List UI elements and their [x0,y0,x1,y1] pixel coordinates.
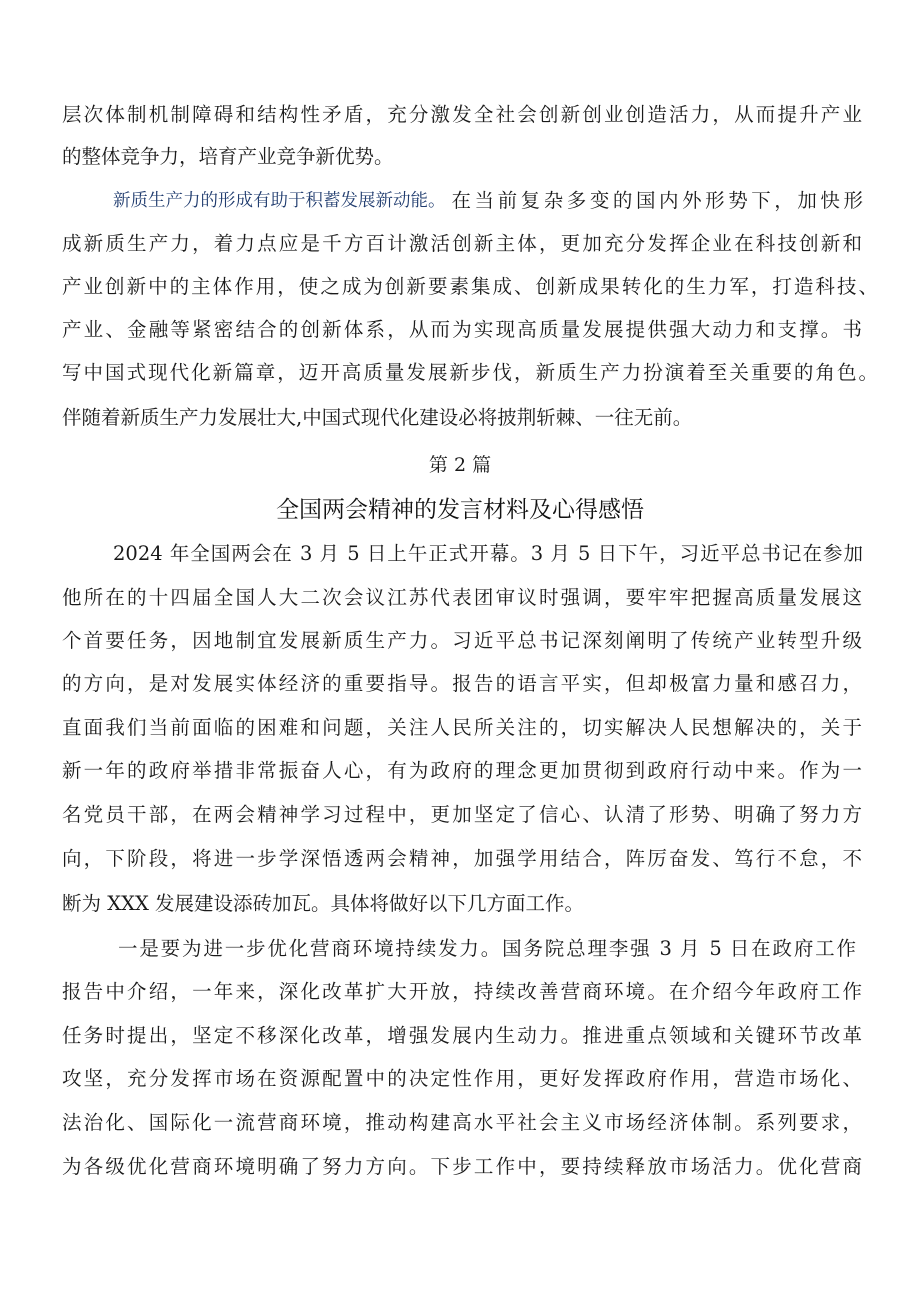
text: 为各级优化营商环境明确了努力方向。下步工作中，要持续释放市场活力。优化营商 [62,1155,862,1178]
section-title: 全国两会精神的发言材料及心得感悟 [276,497,644,523]
paragraph-line [62,1059,862,1099]
text: 成新质生产力，着力点应是千方百计激活创新主体，更加充分发挥企业在科技创新和 [62,232,862,255]
paragraph-line [62,795,862,835]
paragraph-line [62,972,862,1012]
paragraph-line [62,839,862,879]
paragraph-line [62,664,862,704]
paragraph-line [62,751,862,791]
paragraph-line [62,1103,862,1143]
paragraph-line [62,578,862,618]
text: 产业创新中的主体作用，使之成为创新要素集成、创新成果转化的生力军，打造科技、 [62,275,878,298]
text: 攻坚，充分发挥市场在资源配置中的决定性作用，更好发挥政府作用，营造市场化、 [62,1067,862,1090]
paragraph-line [118,929,856,969]
text [113,181,863,221]
text: 的方向，是对发展实体经济的重要指导。报告的语言平实，但却极富力量和感召力， [62,672,862,695]
paragraph-lead-sentence: 新质生产力的形成有助于积蓄发展新动能。 [113,191,446,211]
text: 任务时提出，坚定不移深化改革，增强发展内生动力。推进重点领域和关键环节改革 [62,1024,862,1047]
text: 2024 年全国两会在 3 月 5 日上午正式开幕。3 月 5 日下午，习近平总书记在参加 [113,542,863,565]
text: 法治化、国际化一流营商环境，推动构建高水平社会主义市场经济体制。系列要求， [62,1111,862,1134]
text: 个首要任务，因地制宜发展新质生产力。习近平总书记深刻阐明了传统产业转型升级 [62,629,862,652]
section-number: 第 2 篇 [428,454,492,476]
text: 产业、金融等紧密结合的创新体系，从而为实现高质量发展提供强大动力和支撑。书 [62,318,862,341]
text: 层次体制机制障碍和结构性矛盾，充分激发全社会创新创业创造活力，从而提升产业 [62,103,862,126]
text: 名党员干部，在两会精神学习过程中，更加坚定了信心、认清了形势、明确了努力方 [62,803,862,826]
text: 的整体竞争力，培育产业竞争新优势。 [62,145,394,168]
paragraph-line [62,310,862,350]
text: 伴随着新质生产力发展壮大,中国式现代化建设必将披荆斩棘、一往无前。 [62,406,693,429]
text: 写中国式现代化新篇章，迈开高质量发展新步伐，新质生产力扮演着至关重要的角色。 [62,361,878,384]
paragraph-line [113,181,863,221]
text: 断为 XXX 发展建设添砖加瓦。具体将做好以下几方面工作。 [62,892,585,915]
paragraph-line [62,267,878,307]
text: 一是要为进一步优化营商环境持续发力。国务院总理李强 3 月 5 日在政府工作 [118,937,856,960]
paragraph-line [62,708,862,748]
paragraph-line [62,621,862,661]
text: 新一年的政府举措非常振奋人心，有为政府的理念更加贯彻到政府行动中来。作为一 [62,759,862,782]
paragraph-line [113,534,863,574]
paragraph-line [62,398,782,438]
text: 直面我们当前面临的困难和问题，关注人民所关注的，切实解决人民想解决的，关于 [62,716,862,739]
paragraph-line [62,884,662,924]
paragraph-line [62,95,862,135]
paragraph-line [62,353,878,393]
paragraph-line [62,137,482,177]
text: 他所在的十四届全国人大二次会议江苏代表团审议时强调，要牢牢把握高质量发展这 [62,586,862,609]
paragraph-line [62,1147,862,1187]
paragraph-line [62,224,862,264]
text: 在当前复杂多变的国内外形势下，加快形 [451,189,863,212]
text: 向，下阶段，将进一步学深悟透两会精神，加强学用结合，阵厉奋发、笃行不怠，不 [62,847,862,870]
paragraph-line [62,1016,862,1056]
text: 报告中介绍，一年来，深化改革扩大开放，持续改善营商环境。在介绍今年政府工作 [62,980,862,1003]
